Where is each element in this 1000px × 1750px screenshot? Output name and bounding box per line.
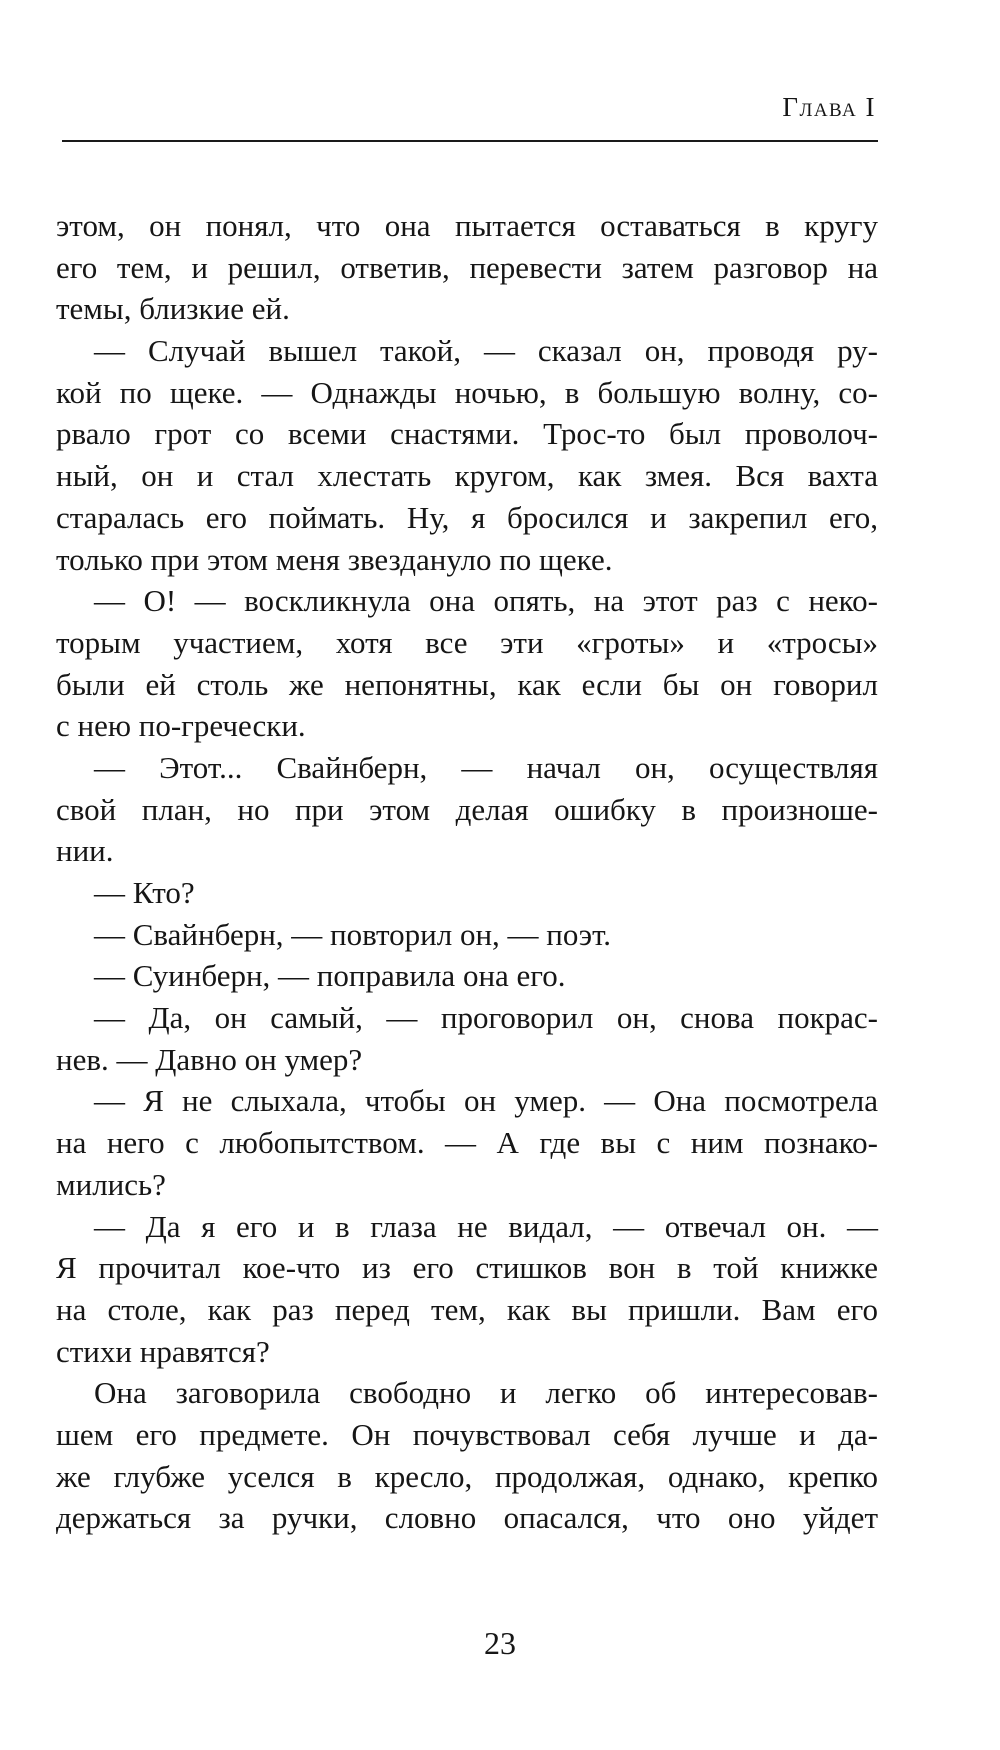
text-line: держаться за ручки, словно опасался, что оно уйдет	[56, 1500, 878, 1536]
text-line: на него с любопытством. — А где вы с ним познако-	[56, 1125, 878, 1161]
text-line: — Случай вышел такой, — сказал он, проводя ру-	[94, 333, 878, 369]
text-line: нев. — Давно он умер?	[56, 1041, 363, 1077]
text-line: были ей столь же непонятны, как если бы он говорил	[56, 666, 878, 702]
text-line: кой по щеке. — Однажды ночью, в большую волну, со-	[56, 374, 878, 410]
text-line: только при этом меня звездануло по щеке.	[56, 541, 613, 577]
text-line: — Да я его и в глаза не видал, — отвечал он. —	[94, 1208, 878, 1244]
text-line: нии.	[56, 833, 114, 869]
body-text	[56, 205, 878, 1539]
text-line: темы, близкие ей.	[56, 291, 290, 327]
text-line: Она заговорила свободно и легко об интересовав-	[94, 1375, 878, 1411]
text-line: ный, он и стал хлестать кругом, как змея. Вся вахта	[56, 458, 878, 494]
text-line: — О! — воскликнула она опять, на этот раз с неко-	[94, 583, 878, 619]
text-line: торым участием, хотя все эти «гроты» и «тросы»	[56, 624, 878, 660]
text-line: старалась его поймать. Ну, я бросился и закрепил его,	[56, 499, 878, 535]
header-rule	[62, 140, 878, 142]
text-line: — Суинберн, — поправила она его.	[94, 958, 566, 994]
text-line: рвало грот со всеми снастями. Трос-то был проволоч-	[56, 416, 878, 452]
text-line: его тем, и решил, ответив, перевести затем разговор на	[56, 249, 878, 285]
text-line: — Свайнберн, — повторил он, — поэт.	[94, 916, 612, 952]
text-line: свой план, но при этом делая ошибку в произноше-	[56, 791, 878, 827]
text-line: мились?	[56, 1166, 166, 1202]
text-line: с нею по-гречески.	[56, 708, 306, 744]
text-line: стихи нравятся?	[56, 1333, 270, 1369]
text-line: — Да, он самый, — проговорил он, снова покрас-	[94, 1000, 878, 1036]
text-line: же глубже уселся в кресло, продолжая, однако, крепко	[56, 1458, 878, 1494]
running-head: Глава I	[782, 92, 876, 122]
text-line: — Этот... Свайнберн, — начал он, осуществляя	[94, 749, 878, 785]
text-line: — Кто?	[94, 875, 195, 910]
text-line: шем его предмете. Он почувствовал себя лучше и да-	[56, 1416, 878, 1452]
text-line: этом, он понял, что она пытается оставаться в кругу	[56, 208, 878, 243]
text-line: Я прочитал кое-что из его стишков вон в той книжке	[56, 1250, 878, 1286]
page-number: 23	[484, 1625, 516, 1661]
text-line: на столе, как раз перед тем, как вы пришли. Вам его	[56, 1291, 878, 1327]
text-line: — Я не слыхала, чтобы он умер. — Она посмотрела	[94, 1083, 878, 1119]
